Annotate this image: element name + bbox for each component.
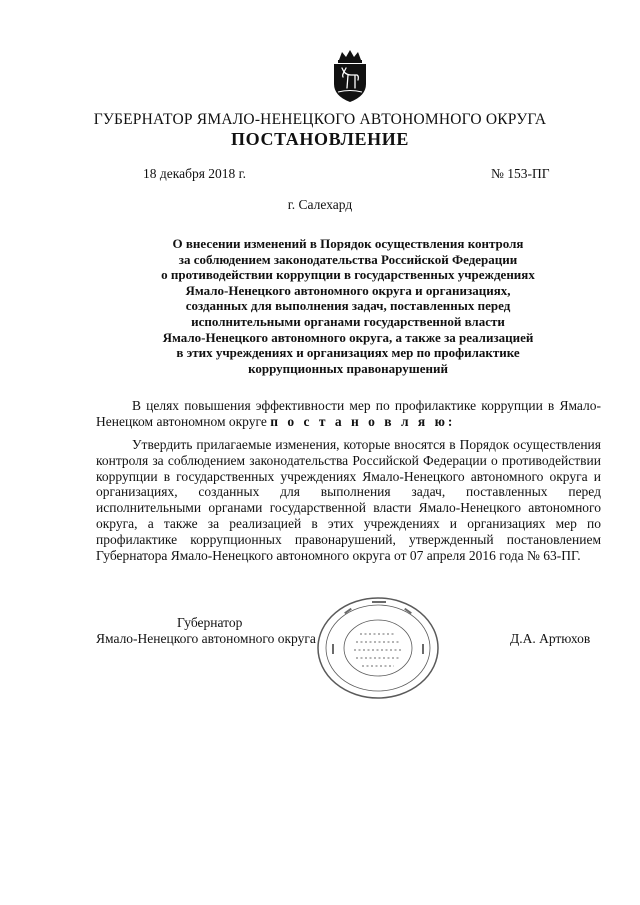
signatory-organization: Ямало-Ненецкого автономного округа [96,631,316,646]
document-title [110,236,586,376]
title-line: коррупционных правонарушений [248,360,448,376]
resolve-keyword: п о с т а н о в л я ю: [270,413,456,429]
preamble-paragraph [96,398,601,430]
title-line: Ямало-Ненецкого автономного округа, а также за реализацией [162,329,534,345]
document-date: 18 декабря 2018 г. [143,166,247,181]
official-stamp-icon [314,594,442,702]
document-number: № 153-ПГ [491,166,550,181]
title-line: в этих учреждениях и организациях мер по профилактике [176,345,520,361]
title-line: о противодействии коррупции в государственных учреждениях [161,267,535,283]
preamble-text: В целях повышения эффективности мер по профилактике коррупции в Ямало-Ненецком автономном округе [96,398,601,429]
title-line: созданных для выполнения задач, поставленных перед [185,298,511,314]
title-line: Ямало-Ненецкого автономного округа и организациях, [185,282,511,298]
document-type: ПОСТАНОВЛЕНИЕ [231,129,409,149]
coat-of-arms-icon [327,48,373,104]
title-line: исполнительными органами государственной власти [191,313,505,329]
issuing-authority: ГУБЕРНАТОР ЯМАЛО-НЕНЕЦКОГО АВТОНОМНОГО ОКРУГА [93,111,547,128]
resolution-paragraph: Утвердить прилагаемые изменения, которые вносятся в Порядок осуществления контроля за соблюдением законодательства Российской Федерации о противодействии коррупции в государственных учреждениях Ямало-Ненецкого автономного округа и организациях, созданных для выполнения задач, поставленных перед исполнительными органами государственной власти Ямало-Ненецкого автономного округа, а также за реализацией в этих учреждениях и организациях мер по профилактике коррупционных правонарушений, утвержденный постановлением Губернатора Ямало-Ненецкого автономного округа от 07 апреля 2016 года № 63-ПГ. [96,437,601,563]
title-line: О внесении изменений в Порядок осуществления контроля [172,236,524,251]
signatory-name: Д.А. Артюхов [510,631,591,646]
title-line: за соблюдением законодательства Российской Федерации [178,251,518,267]
signatory-title: Губернатор [177,615,243,630]
document-city: г. Салехард [287,197,353,212]
